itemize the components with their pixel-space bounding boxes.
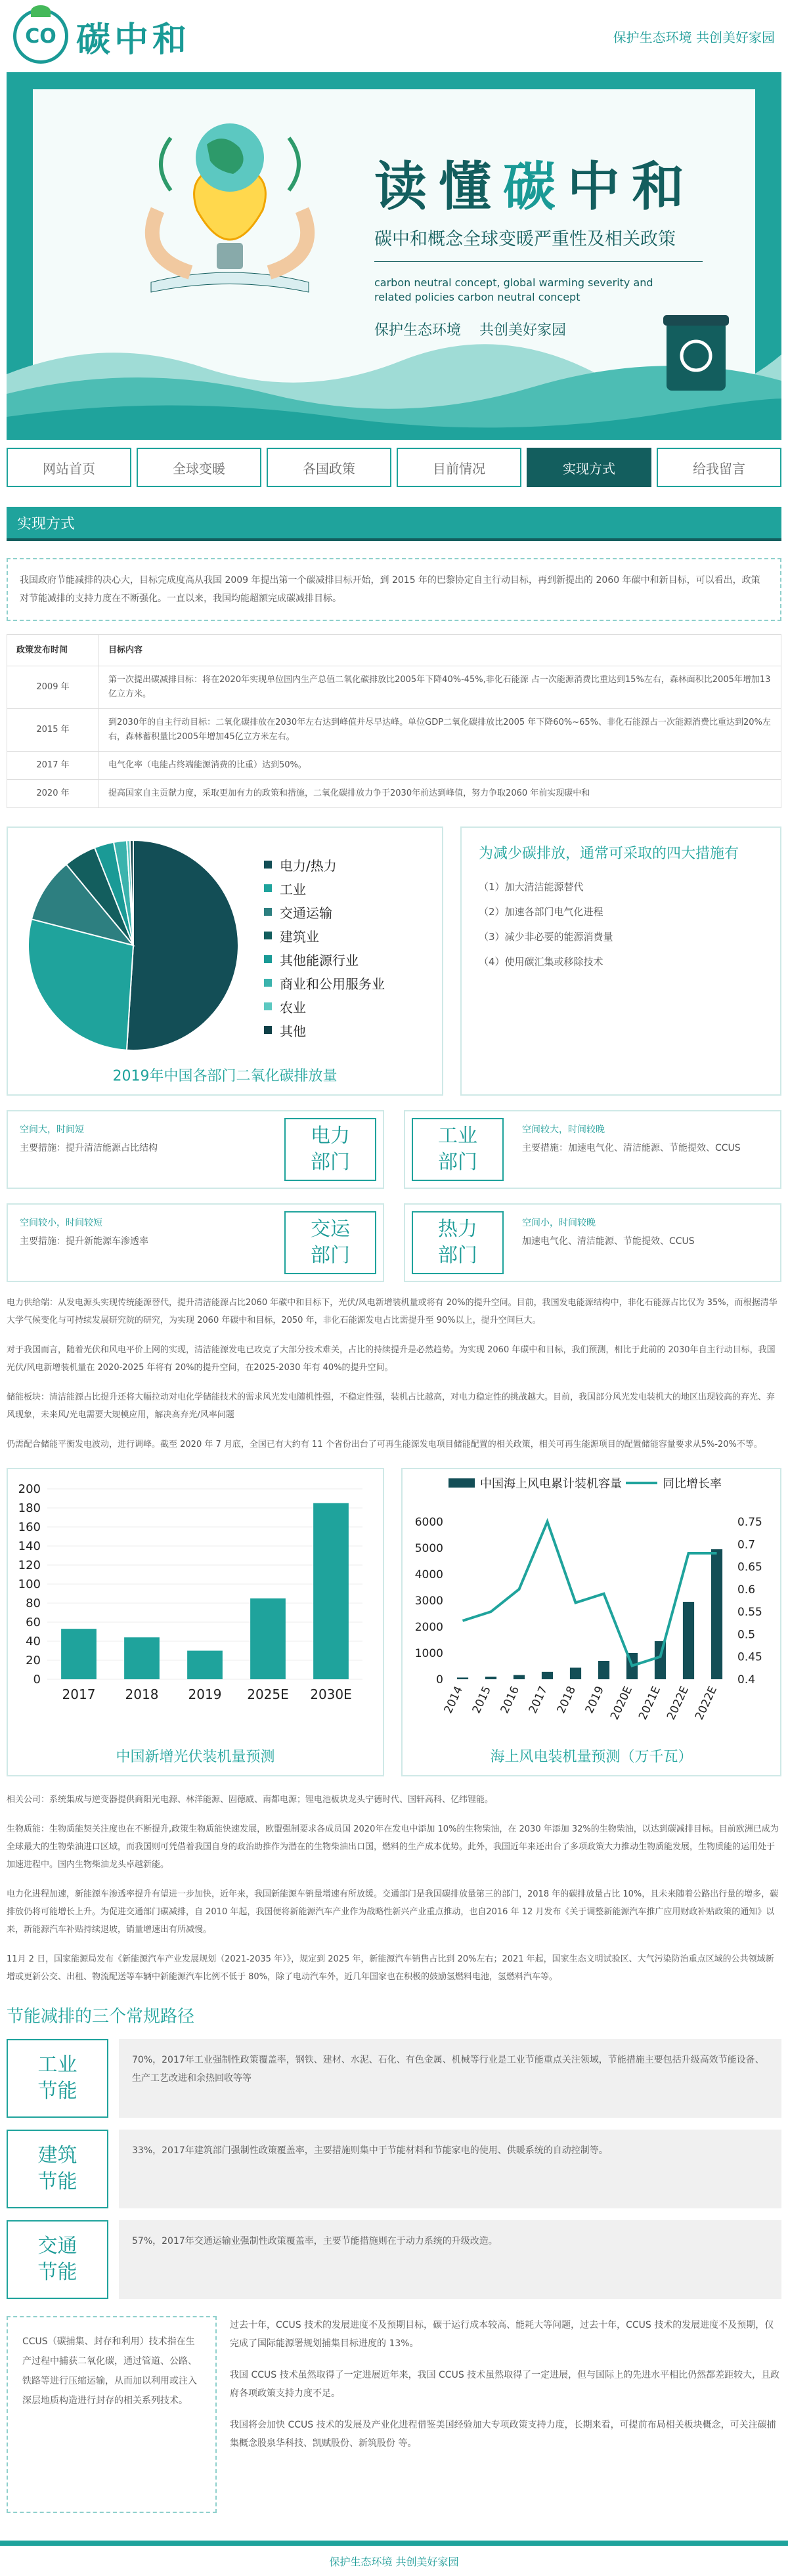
pv-caption: 中国新增光伏装机量预测	[116, 1749, 275, 1765]
legend-item	[264, 900, 385, 924]
banner-title: 读懂碳中和	[374, 156, 696, 217]
sector-industry	[404, 1110, 781, 1189]
intro-text: 我国政府节能减排的决心大，目标完成度高从我国 2009 年提出第一个碳减排目标开始，到 2015 年的巴黎协定自主行动目标，再到新提出的 2060 年碳中和新目标，可以看出，政策对节能减排的支持力度在不断强化。一直以来，我国均能超额完成碳减排目标。	[7, 558, 781, 621]
y-tick-label: 4000	[414, 1568, 443, 1581]
legend-swatch	[264, 1002, 272, 1010]
measures-panel	[460, 826, 781, 1096]
pie-chart-panel	[7, 826, 443, 1096]
footer: 保护生态环境 共创美好家园	[0, 2541, 788, 2576]
legend-label: 农业	[280, 999, 306, 1016]
bar	[124, 1637, 160, 1679]
table-header: 目标内容	[99, 635, 781, 666]
recycle-bin-icon	[657, 309, 735, 394]
path-building	[7, 2130, 781, 2208]
legend-item	[264, 924, 385, 947]
charts-row	[7, 1468, 781, 1776]
sector-heat	[404, 1203, 781, 1282]
legend-swatch	[264, 908, 272, 916]
legend-swatch	[264, 979, 272, 987]
bar	[457, 1677, 468, 1679]
x-tick-label: 2022E	[665, 1684, 692, 1723]
table-cell-content: 到2030年的自主行动目标：二氧化碳排放在2030年左右达到峰值并尽早达峰。单位GDP二氧化碳排放比2005 年下降60%~65%、非化石能源占一次能源消费比重达到20%左右，森林蓄积量比2005年增加45亿立方米左右。	[99, 709, 781, 752]
logo-badge	[13, 9, 68, 64]
sector-measure: 主要措施：提升新能源车渗透率	[20, 1236, 148, 1247]
x-tick-label: 2025E	[247, 1686, 289, 1702]
measures-list	[479, 874, 763, 974]
table-cell-year: 2020 年	[7, 780, 99, 808]
measures-title: 为减少碳排放，通常可采取的四大措施有	[479, 846, 739, 862]
x-tick-label: 2017	[62, 1686, 96, 1702]
y-tick-label: 200	[18, 1482, 41, 1496]
pie-caption: 2019年中国各部门二氧化碳排放量	[112, 1068, 338, 1084]
logo-text: CO	[25, 24, 56, 48]
banner-divider	[374, 261, 703, 262]
leaf-icon	[31, 5, 51, 17]
paragraph: 生物质能：生物质能契关注度也在不断提升,政策生物质能快速发展，欧盟强制要求各成员国 2020年在发电中添加 10%的生物柴油，在 2030 年添加 32%的生物柴油，以达到碳减排目标。目前欧洲已成为全球最大的生物柴油进口区域，而我国则可凭借着我国自身的政治助推作为潜在的生物柴油出口国，燃料的生产成本优势。此外，我国近年来还出台了多项政策大力推动生物质能发展，生物质能的运用处于加速进程中。国内生物柴油龙头卓越新能。	[7, 1824, 779, 1870]
paragraph: 相关公司：系统集成与逆变器提供商阳光电源、林洋能源、固德威、南都电源；锂电池板块龙头宁德时代、国轩高科、亿纬锂能。	[7, 1795, 494, 1805]
y2-tick-label: 0.4	[737, 1673, 756, 1686]
y-tick-label: 0	[436, 1673, 443, 1686]
list-item: （1）加大清洁能源替代	[479, 881, 584, 893]
path-tag: 工业 节能	[7, 2039, 108, 2118]
legend-swatch	[264, 932, 272, 939]
y2-tick-label: 0.65	[737, 1560, 762, 1574]
pv-bar-chart	[8, 1469, 383, 1732]
x-tick-label: 2014	[441, 1684, 466, 1716]
y-tick-label: 0	[33, 1673, 41, 1686]
sector-tag: 工业 部门	[412, 1118, 504, 1181]
sector-measure: 加速电气化、清洁能源、节能提效、CCUS	[522, 1236, 695, 1247]
legend-label: 其他能源行业	[280, 952, 359, 968]
y2-tick-label: 0.75	[737, 1516, 762, 1529]
legend-label: 中国海上风电累计装机容量	[480, 1477, 622, 1491]
top-header	[0, 0, 788, 72]
y-tick-label: 140	[18, 1539, 41, 1553]
sector-space: 空间小，时间较晚	[522, 1218, 596, 1228]
table-header-row	[7, 635, 781, 666]
legend-label: 工业	[280, 881, 306, 897]
pie-chart	[18, 837, 255, 1054]
legend-swatch	[264, 861, 272, 869]
banner-slogan: 保护生态环境 共创美好家园	[374, 322, 566, 339]
y-tick-label: 6000	[414, 1516, 443, 1529]
paragraph: 11月 2 日，国家能源局发布《新能源汽车产业发展规划（2021-2035 年）》，规定到 2025 年，新能源汽车销售占比到 20%左右；2021 年起，国家生态文明试验区、大气污染防治重点区域的公共领域新增或更新公交、出租、物流配送等车辆中新能源汽车比例不低于 80%，除了电动汽车外，近几年国家也在积极的鼓励氢燃料电池，氢燃料汽车等。	[7, 1954, 774, 1982]
paths-title: 节能减排的三个常规路径	[7, 2007, 195, 2027]
legend-swatch	[264, 884, 272, 892]
y-tick-label: 5000	[414, 1542, 443, 1555]
x-tick-label: 2022E	[693, 1684, 720, 1723]
path-tag: 建筑 节能	[7, 2130, 108, 2208]
bar	[570, 1667, 581, 1679]
sector-power	[7, 1110, 384, 1189]
y-tick-label: 160	[18, 1520, 41, 1534]
y-tick-label: 2000	[414, 1621, 443, 1634]
legend-label: 交通运输	[280, 905, 332, 921]
y-tick-label: 20	[26, 1654, 41, 1667]
ccus-details	[230, 2316, 781, 2513]
legend-item	[264, 876, 385, 900]
path-tag: 交通 节能	[7, 2220, 108, 2299]
sector-space: 空间较大，时间较晚	[522, 1125, 605, 1135]
list-item: （3）减少非必要的能源消费量	[479, 931, 613, 943]
table-cell-year: 2009 年	[7, 666, 99, 709]
paragraph: 电力化进程加速，新能源车渗透率提升有望进一步加快，近年来，我国新能源车销量增速有所放缓。交通部门是我国碳排放量第三的部门，2018 年的碳排放量占比 10%，且未来随着公路出行量的增多，碳排放仍将可能增长上升。为促进交通部门碳减排，自 2010 年起，我国便将新能源汽车产业作为战略性新兴产业重点推动，也自2016 年 12 月发布《关于调整新能源汽车推广应用财政补贴政策的通知》以来，新能源汽车补贴持续退坡，销量增速出有所减慢。	[7, 1889, 779, 1935]
x-tick-label: 2015	[470, 1684, 494, 1716]
table-cell-year: 2015 年	[7, 709, 99, 752]
sector-measure: 主要措施：加速电气化、清洁能源、节能提效、CCUS	[522, 1143, 741, 1153]
legend-label: 电力/热力	[280, 857, 337, 874]
path-text: 33%，2017年建筑部门强制性政策覆盖率，主要措施则集中于节能材料和节能家电的使用、供暖系统的自动控制等。	[119, 2130, 781, 2208]
legend-item	[264, 947, 385, 971]
paragraph: 过去十年，CCUS 技术的发展进度不及预期目标，碳于运行成本较高、能耗大等问题，过去十年，CCUS 技术的发展进度不及预期，仅完成了国际能源署规划捕集目标进度的 13%。	[230, 2320, 774, 2349]
bar	[598, 1661, 609, 1679]
y-tick-label: 3000	[414, 1595, 443, 1608]
table-cell-year: 2017 年	[7, 752, 99, 780]
x-tick-label: 2018	[554, 1684, 579, 1716]
table-row	[7, 752, 781, 780]
legend-swatch	[449, 1478, 475, 1488]
y-tick-label: 1000	[414, 1647, 443, 1660]
nav-message[interactable]: 给我留言	[657, 448, 781, 487]
nav-current-status[interactable]: 目前情况	[397, 448, 521, 487]
sector-tag: 电力 部门	[284, 1118, 376, 1181]
table-row	[7, 780, 781, 808]
path-text: 70%，2017年工业强制性政策覆盖率，钢铁、建材、水泥、石化、有色金属、机械等行业是工业节能重点关注领域，节能措施主要包括升级高效节能设备、生产工艺改进和余热回收等等	[119, 2039, 781, 2118]
sector-transport	[7, 1203, 384, 1282]
path-text: 57%，2017年交通运输业强制性政策覆盖率，主要节能措施则在于动力系统的升级改造。	[119, 2220, 781, 2299]
x-tick-label: 2016	[498, 1684, 523, 1716]
pie-slice	[127, 840, 238, 1050]
sector-text	[8, 1111, 278, 1188]
x-tick-label: 2019	[582, 1684, 607, 1716]
paragraph: 我国将会加快 CCUS 技术的发展及产业化进程借鉴美国经验加大专项政策支持力度，长期来看，可提前布局相关板块概念，可关注碳捕集概念股泉华科技、凯赋股份、新筑股份 等。	[230, 2420, 776, 2449]
list-item: （2）加速各部门电气化进程	[479, 906, 603, 918]
x-tick-label: 2017	[526, 1684, 551, 1716]
y2-tick-label: 0.45	[737, 1650, 762, 1664]
nav-home[interactable]: 网站首页	[7, 448, 131, 487]
table-row	[7, 666, 781, 709]
legend-label: 同比增长率	[663, 1477, 722, 1491]
sector-space: 空间大，时间短	[20, 1125, 84, 1135]
bar	[711, 1549, 722, 1679]
sector-measure: 主要措施：提升清洁能源占比结构	[20, 1143, 158, 1153]
wind-chart-panel	[401, 1468, 781, 1776]
ccus-definition: CCUS（碳捕集、封存和利用）技术指在生产过程中捕获二氧化碳，通过管道、公路、铁路等进行压缩运输，从而加以利用或注入深层地质构造进行封存的相关系列技术。	[7, 2316, 217, 2513]
x-tick-label: 2019	[188, 1686, 222, 1702]
paragraph: 电力供给端：从发电源头实现传统能源替代，提升清洁能源占比2060 年碳中和目标下，光伏/风电新增装机量或将有 20%的提升空间。目前，我国发电能源结构中，非化石能源占比仅为 35%，而根据清华大学气候变化与可持续发展研究院的研究，为实现 2060 年碳中和目标，2050 年，非化石能源发电占比需提升至 90%以上，提升空间巨大。	[7, 1298, 777, 1325]
sector-tag: 交运 部门	[284, 1211, 376, 1274]
y2-tick-label: 0.6	[737, 1583, 756, 1597]
legend-item	[264, 995, 385, 1018]
y-tick-label: 60	[26, 1616, 41, 1629]
legend-label: 建筑业	[280, 928, 319, 945]
banner-subtitle: 碳中和概念全球变暖严重性及相关政策	[374, 229, 676, 249]
sector-tag: 热力 部门	[412, 1211, 504, 1274]
nav-policies[interactable]: 各国政策	[267, 448, 391, 487]
table-header: 政策发布时间	[7, 635, 99, 666]
y-tick-label: 40	[26, 1635, 41, 1648]
legend-swatch	[264, 955, 272, 963]
bar	[61, 1629, 97, 1679]
pie-legend	[264, 853, 385, 1042]
legend-swatch	[264, 1026, 272, 1034]
sector-text	[510, 1111, 780, 1188]
table-cell-content: 电气化率（电能占终端能源消费的比重）达到50%。	[99, 752, 781, 780]
main-nav	[7, 448, 781, 487]
table-cell-content: 提高国家自主贡献力度，采取更加有力的政策和措施，二氧化碳排放力争于2030年前达到峰值，努力争取2060 年前实现碳中和	[99, 780, 781, 808]
table-cell-content: 第一次提出碳减排目标：将在2020年实现单位国内生产总值二氧化碳排放比2005年下降40%-45%,非化石能源 占一次能源消费比重达到15%左右，森林面积比2005年增加13亿立方米。	[99, 666, 781, 709]
sector-text	[8, 1205, 278, 1281]
bar	[250, 1599, 286, 1679]
bar	[514, 1675, 525, 1679]
y-tick-label: 80	[26, 1597, 41, 1610]
x-tick-label: 2020E	[608, 1684, 636, 1723]
pv-chart-panel	[7, 1468, 384, 1776]
nav-implementation[interactable]: 实现方式	[527, 448, 651, 487]
paragraph: 仍需配合储能平衡发电波动，进行调峰。截至 2020 年 7 月底，全国已有大约有 11 个省份出台了可再生能源发电项目储能配置的相关政策，相关可再生能源项目的配置储能容量要求从5%-20%不等。	[7, 1440, 762, 1449]
wind-combo-chart	[403, 1469, 780, 1738]
wind-caption: 海上风电装机量预测（万千瓦）	[490, 1749, 693, 1765]
logo-title: 碳中和	[76, 20, 191, 60]
table-row	[7, 709, 781, 752]
x-tick-label: 2030E	[310, 1686, 352, 1702]
legend-item	[264, 1018, 385, 1042]
legend-label: 其他	[280, 1023, 306, 1039]
logo[interactable]	[13, 9, 190, 64]
y-tick-label: 120	[18, 1558, 41, 1572]
policy-table	[7, 634, 781, 808]
header-slogan: 保护生态环境 共创美好家园	[613, 29, 775, 45]
paragraph: 我国 CCUS 技术虽然取得了一定进展近年来，我国 CCUS 技术虽然取得了一定进展，但与国际上的先进水平相比仍然都差距较大，且政府各项政策支持力度不足。	[230, 2370, 780, 2399]
path-transport	[7, 2220, 781, 2299]
bar	[485, 1677, 496, 1679]
y-tick-label: 180	[18, 1501, 41, 1515]
bar	[683, 1602, 694, 1679]
bar	[313, 1503, 349, 1679]
path-industry	[7, 2039, 781, 2118]
sector-row-1	[7, 1110, 781, 1189]
x-tick-label: 2021E	[636, 1684, 664, 1723]
sector-text	[510, 1205, 780, 1281]
hero-banner	[7, 72, 781, 440]
y2-tick-label: 0.5	[737, 1628, 756, 1642]
ccus-section	[7, 2316, 781, 2513]
bar	[542, 1672, 553, 1679]
sector-space: 空间较小，时间较短	[20, 1218, 102, 1228]
line-series	[463, 1522, 717, 1665]
legend-item	[264, 853, 385, 876]
list-item: （4）使用碳汇集或移除技术	[479, 956, 603, 968]
lightbulb-globe-illustration	[125, 112, 335, 309]
legend-label: 商业和公用服务业	[280, 976, 385, 992]
bar	[187, 1651, 223, 1680]
x-tick-label: 2018	[125, 1686, 159, 1702]
y2-tick-label: 0.55	[737, 1606, 762, 1620]
pie-and-measures	[7, 826, 781, 1096]
paragraph: 储能板块：清洁能源占比提升还将大幅拉动对电化学储能技术的需求风光发电随机性强，不稳定性强，装机占比越高，对电力稳定性的挑战越大。目前，我国部分风光发电装机大的地区出现较高的弃光、弃风现象，未来风/光电需要大规模应用，解决高弃光/风率问题	[7, 1392, 776, 1420]
y2-tick-label: 0.7	[737, 1538, 756, 1552]
sector-row-2	[7, 1203, 781, 1282]
nav-global-warming[interactable]: 全球变暖	[137, 448, 261, 487]
legend-item	[264, 971, 385, 995]
section-title: 实现方式	[7, 507, 781, 541]
banner-english: carbon neutral concept, global warming severity and related policies carbon neutral concept	[374, 276, 653, 303]
y-tick-label: 100	[18, 1578, 41, 1591]
paragraph: 对于我国而言，随着光伏和风电平价上网的实现，清洁能源发电已攻克了大部分技术难关，占比的持续提升是必然趋势。为实现 2060 年碳中和目标，我们预测，相比于此前的 2030年自主行动目标，我国光伏/风电新增装机量在 2020-2025 年将有 20%的提升空间，在2025-2030 年有 40%的提升空间。	[7, 1345, 776, 1373]
